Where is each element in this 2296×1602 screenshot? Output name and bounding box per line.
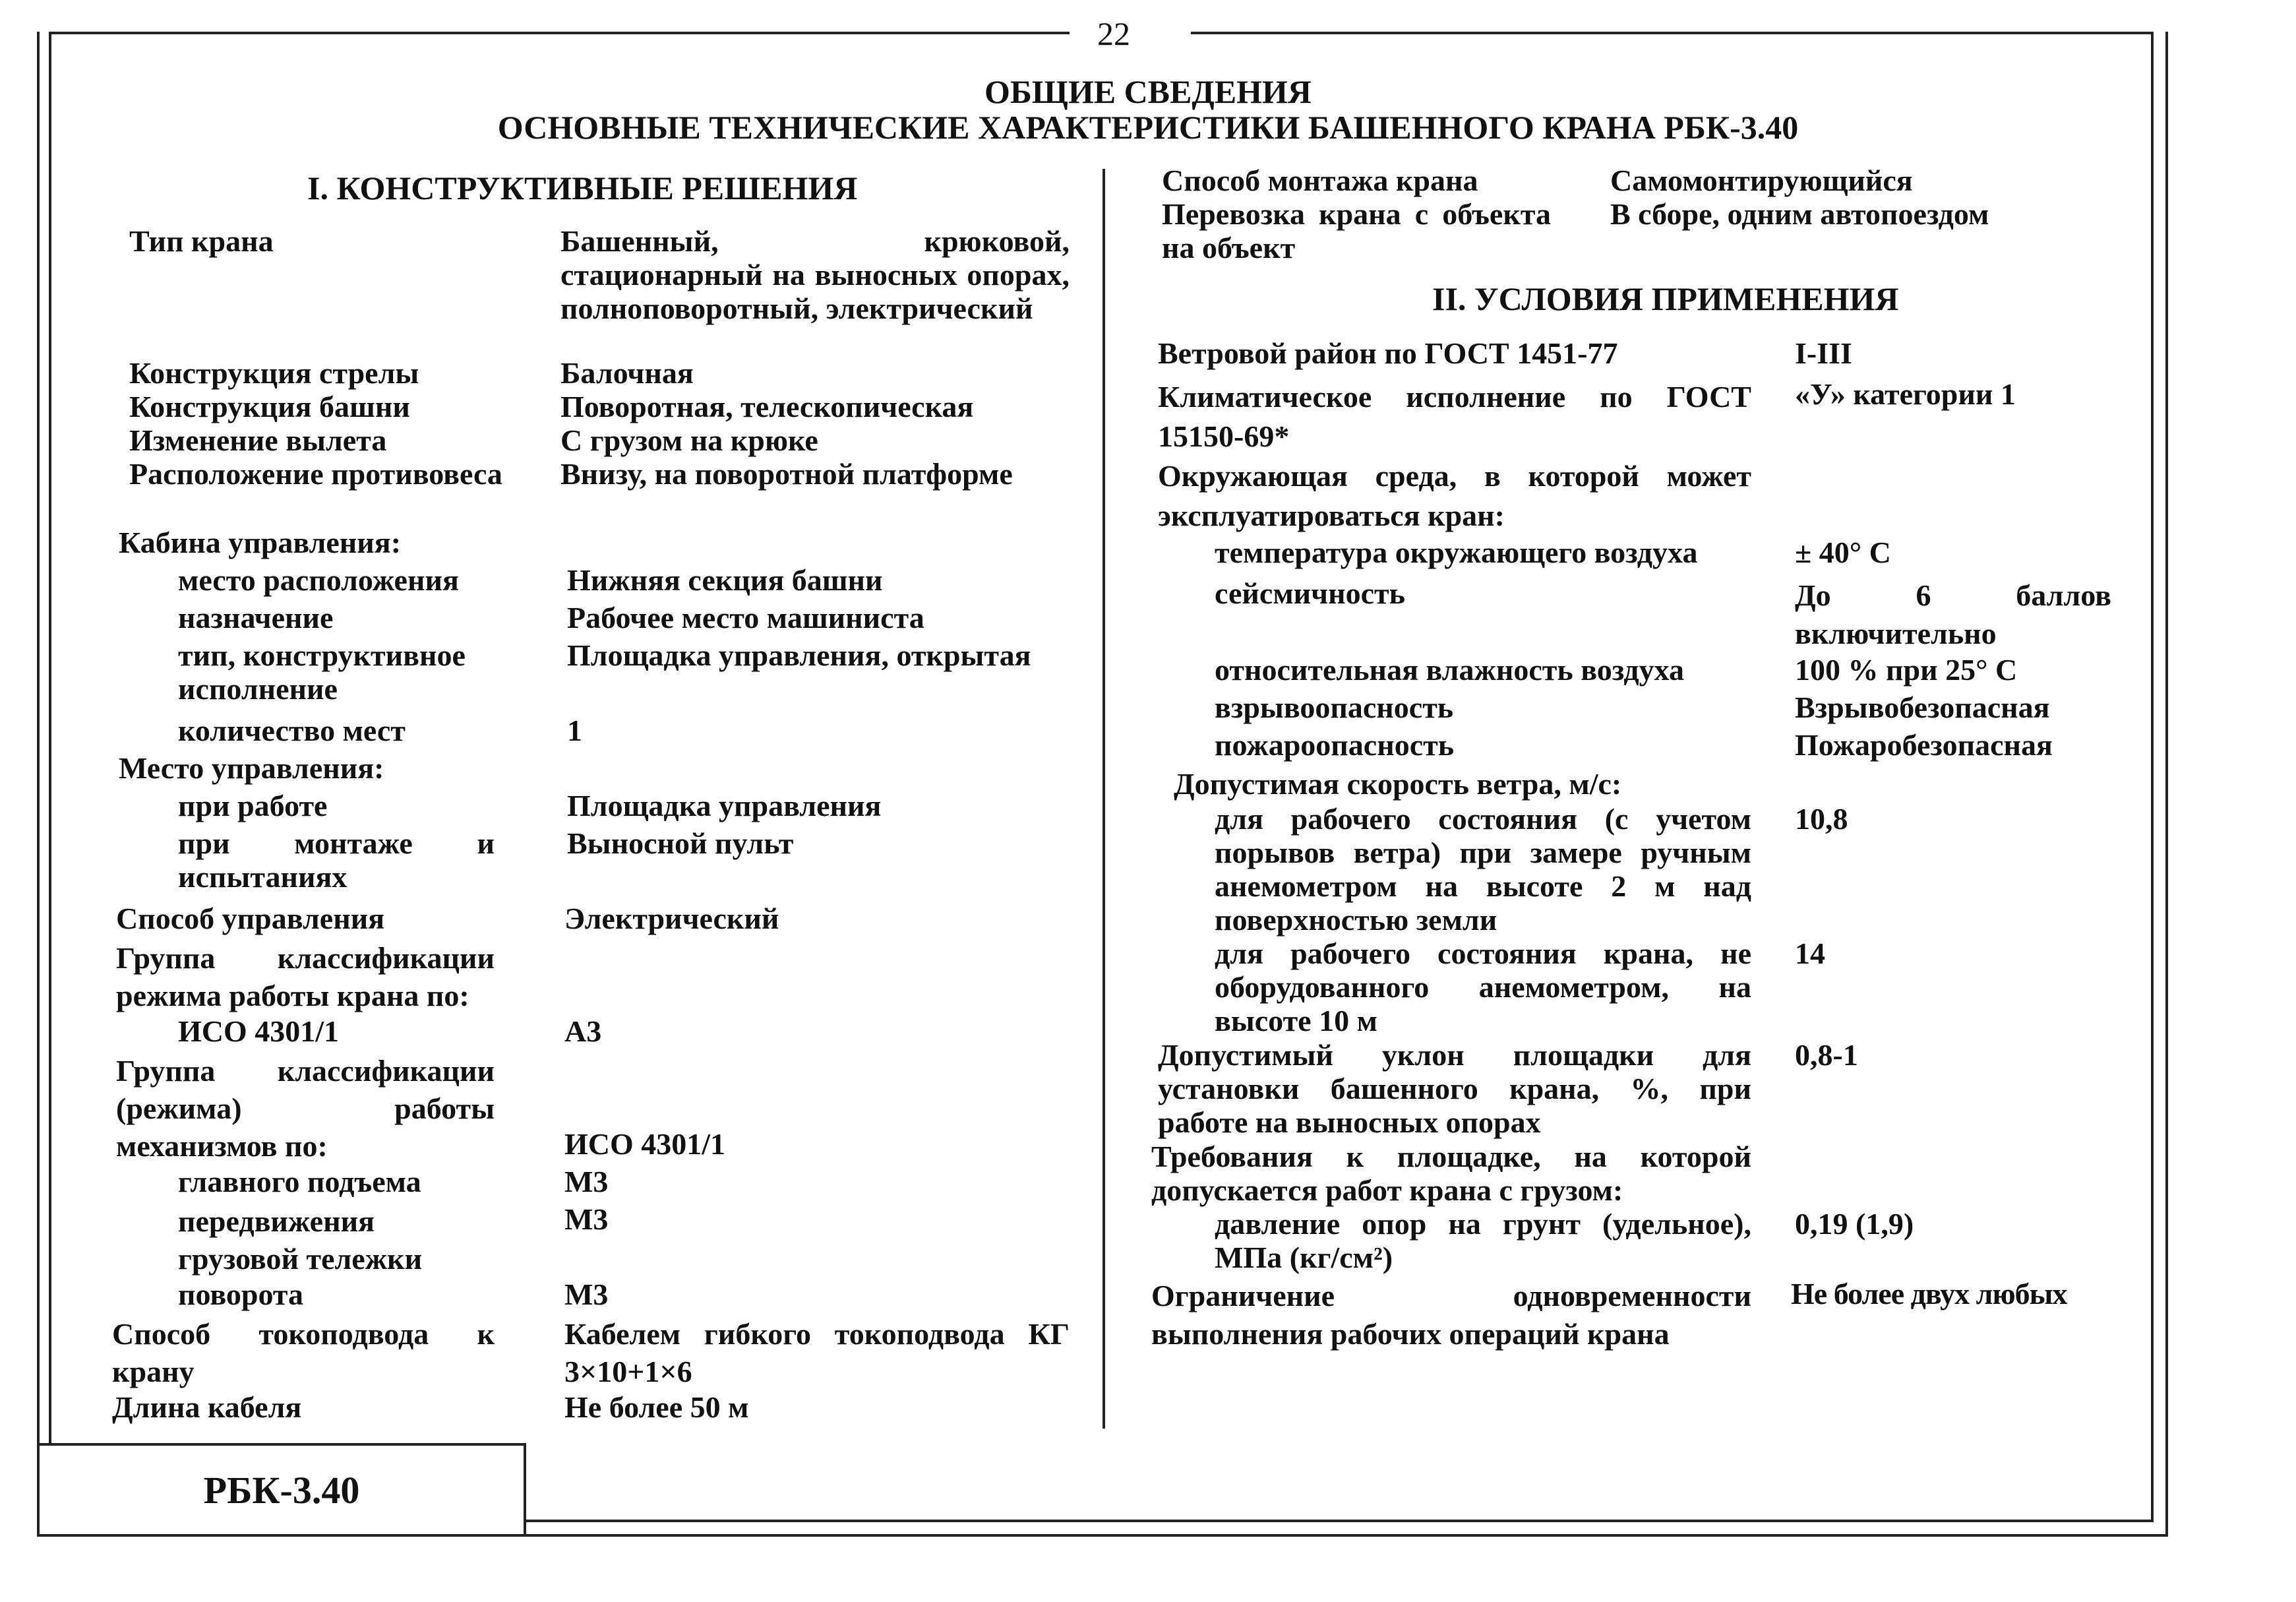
right-label-10: для рабочего состояния крана, не оборудованного анемометром, на высоте 10 м: [1215, 937, 1751, 1037]
left-value-3: С грузом на крюке: [560, 423, 818, 457]
right-label-8: Допустимая скорость ветра, м/с:: [1174, 767, 1622, 801]
left-label-5: Кабина управления:: [119, 526, 402, 559]
column-divider: [1103, 169, 1105, 1429]
left-value-11: Площадка управления: [567, 789, 882, 822]
right-value-13: 0,19 (1,9): [1795, 1207, 1914, 1241]
right-value-11: 0,8-1: [1795, 1038, 1858, 1072]
left-label-7: назначение: [178, 601, 334, 634]
stamp-label: РБК-3.40: [203, 1468, 360, 1512]
right-label-3: температура окружающего воздуха: [1215, 536, 1698, 569]
right-value-14: Не более двух любых: [1791, 1277, 2067, 1310]
left-label-14: Группа классификации режима работы крана по:: [116, 941, 495, 1012]
document-stamp: [37, 1443, 526, 1537]
left-value-17: М3: [564, 1165, 609, 1198]
left-value-2: Поворотная, телескопическая: [560, 390, 974, 423]
left-value-1: Балочная: [560, 356, 694, 390]
left-value-21: Не более 50 м: [564, 1390, 749, 1424]
right-label-1: Климатическое исполнение по ГОСТ 15150-69*: [1158, 380, 1751, 453]
title-general: ОБЩИЕ СВЕДЕНИЯ: [984, 73, 1312, 110]
left-value-13: Электрический: [564, 902, 779, 935]
right-label-13: давление опор на грунт (удельное), МПа (кг/см²): [1215, 1207, 1751, 1274]
left-label-20: Способ токоподвода к крану: [112, 1317, 495, 1388]
right-top-label-1: Перевозка крана с объекта на объект: [1162, 197, 1551, 264]
left-label-9: количество мест: [178, 714, 406, 747]
left-label-10: Место управления:: [119, 751, 384, 785]
right-top-value-1: В сборе, одним автопоездом: [1610, 197, 1989, 231]
left-label-16: Группа классификации (режима) работы механизмов по:: [116, 1054, 495, 1163]
right-value-0: I-III: [1795, 336, 1852, 370]
title-specs: ОСНОВНЫЕ ТЕХНИЧЕСКИЕ ХАРАКТЕРИСТИКИ БАШЕННОГО КРАНА РБК-3.40: [497, 109, 1799, 146]
left-label-4: Расположение противовеса: [129, 457, 502, 491]
left-value-8: Площадка управления, открытая: [567, 638, 1031, 672]
right-value-1: «У» категории 1: [1795, 377, 2016, 411]
left-label-1: Конструкция стрелы: [129, 356, 419, 390]
right-label-5: относительная влажность воздуха: [1215, 653, 1685, 687]
right-value-3: ± 40° С: [1795, 536, 1891, 569]
left-label-2: Конструкция башни: [129, 390, 410, 423]
left-label-19: поворота: [178, 1278, 304, 1311]
left-value-12: Выносной пульт: [567, 826, 794, 860]
section-title-conditions: II. УСЛОВИЯ ПРИМЕНЕНИЯ: [1432, 280, 1899, 317]
left-value-15: А3: [564, 1014, 602, 1048]
right-label-11: Допустимый уклон площадки для установки башенного крана, %, при работе на выносных опорах: [1158, 1038, 1751, 1139]
right-value-10: 14: [1795, 937, 1825, 970]
left-label-21: Длина кабеля: [112, 1390, 302, 1424]
right-value-6: Взрывобезопасная: [1795, 691, 2050, 724]
right-label-14: Ограничение одновременности выполнения рабочих операций крана: [1151, 1279, 1751, 1351]
right-top-label-0: Способ монтажа крана: [1162, 164, 1478, 197]
left-label-3: Изменение вылета: [129, 423, 387, 457]
right-label-2: Окружающая среда, в которой может эксплуатироваться кран:: [1158, 459, 1751, 532]
section-title-design: I. КОНСТРУКТИВНЫЕ РЕШЕНИЯ: [307, 169, 858, 206]
left-value-7: Рабочее место машиниста: [567, 601, 924, 634]
left-label-18: передвижения грузовой тележки: [178, 1204, 423, 1276]
left-label-17: главного подъема: [178, 1165, 421, 1198]
right-label-0: Ветровой район по ГОСТ 1451-77: [1158, 336, 1618, 370]
right-value-4: До 6 баллов включительно: [1795, 578, 2111, 650]
left-value-18: М3: [564, 1202, 609, 1236]
left-label-11: при работе: [178, 789, 328, 822]
right-value-7: Пожаробезопасная: [1795, 728, 2053, 762]
left-label-13: Способ управления: [116, 902, 385, 935]
left-value-4: Внизу, на поворотной платформе: [560, 457, 1013, 491]
right-label-4: сейсмичность: [1215, 576, 1405, 610]
right-value-9: 10,8: [1795, 802, 1848, 836]
right-value-5: 100 % при 25° С: [1795, 653, 2018, 687]
left-value-0: Башенный, крюковой, стационарный на выносных опорах, полноповоротный, электрический: [560, 224, 1070, 325]
right-label-6: взрывоопасность: [1215, 691, 1454, 724]
left-label-12: при монтаже и испытаниях: [178, 826, 495, 894]
right-label-9: для рабочего состояния (с учетом порывов ветра) при замере ручным анемометром на высоте 2 м над поверхностью земли: [1215, 802, 1751, 937]
left-label-0: Тип крана: [129, 224, 274, 258]
left-label-8: тип, конструктивное исполнение: [178, 638, 466, 706]
left-value-20: Кабелем гибкого токоподвода КГ 3×10+1×6: [564, 1317, 1070, 1388]
left-value-6: Нижняя секция башни: [567, 563, 883, 597]
left-label-15: ИСО 4301/1: [178, 1014, 340, 1048]
page-number: 22: [1097, 15, 1130, 52]
right-top-value-0: Самомонтирующийся: [1610, 164, 1913, 197]
left-value-19: М3: [564, 1278, 609, 1311]
left-value-16: ИСО 4301/1: [564, 1127, 726, 1161]
left-value-9: 1: [567, 714, 582, 747]
right-label-12: Требования к площадке, на которой допускается работ крана с грузом:: [1151, 1140, 1751, 1207]
left-label-6: место расположения: [178, 563, 459, 597]
right-label-7: пожароопасность: [1215, 728, 1455, 762]
